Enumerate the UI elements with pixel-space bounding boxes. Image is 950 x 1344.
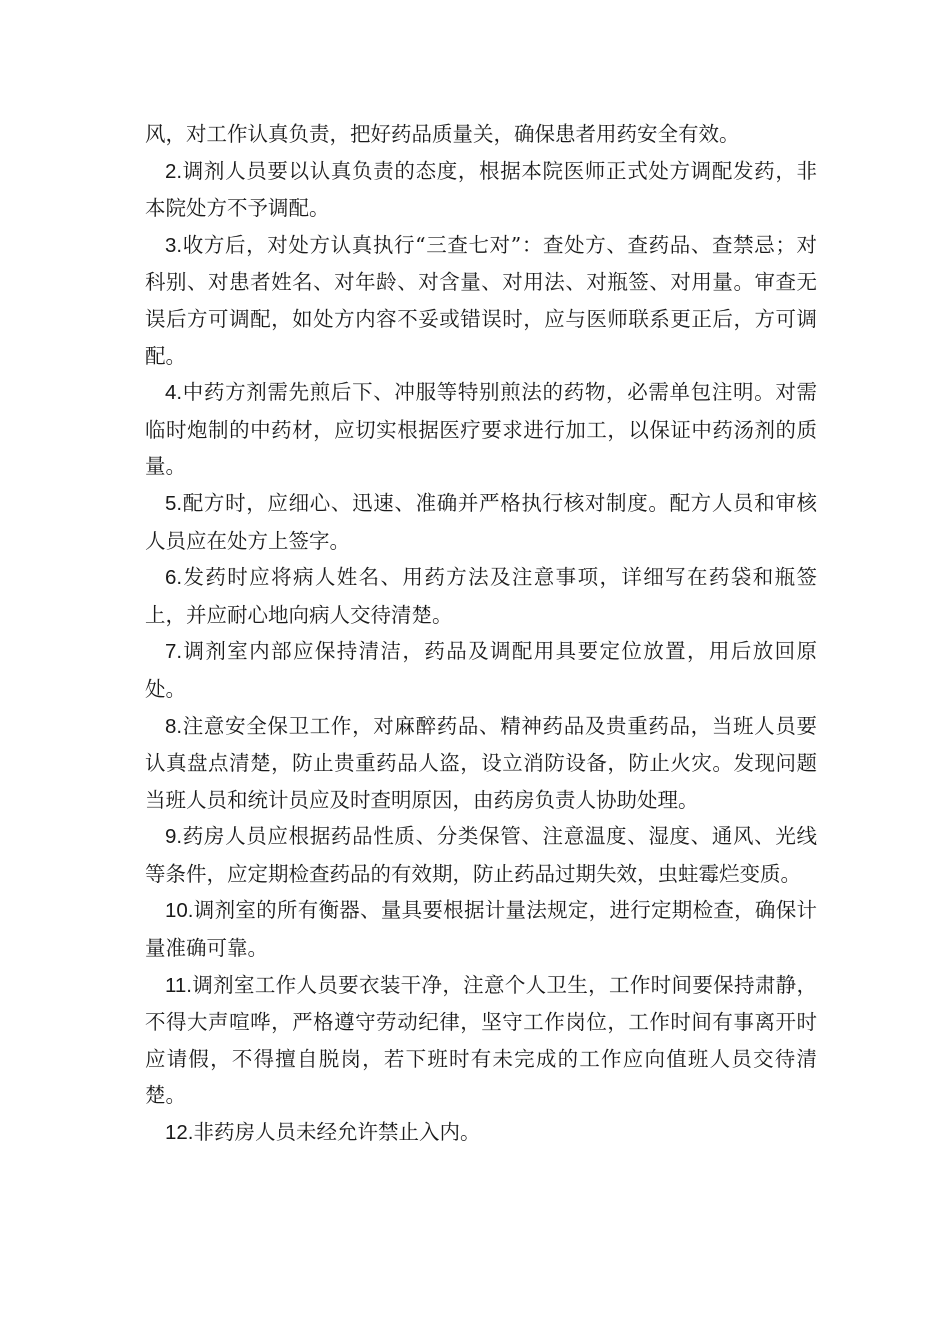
paragraph-number: 4. xyxy=(165,381,183,405)
paragraph-number: 10. xyxy=(165,899,194,923)
paragraph-text: 风，对工作认真负责，把好药品质量关，确保患者用药安全有效。 xyxy=(145,122,740,146)
paragraph-item-10 xyxy=(145,892,817,966)
paragraph-number: 2. xyxy=(165,159,183,183)
paragraph-text: 配方时，应细心、迅速、准确并严格执行核对制度。配方人员和审核人员应在处方上签字。 xyxy=(145,490,817,553)
paragraph-number: 12. xyxy=(165,1121,194,1145)
paragraph-text: 收方后，对处方认真执行“三查七对”：查处方、查药品、查禁忌；对科别、对患者姓名、对年龄、对含量、对用法、对瓶签、对用量。审查无误后方可调配，如处方内容不妥或错误时，应与医师联系更正后，方可调配。 xyxy=(145,232,817,368)
paragraph-number: 8. xyxy=(165,714,183,738)
paragraph-continuation xyxy=(145,116,817,153)
paragraph-item-6 xyxy=(145,559,817,633)
paragraph-number: 3. xyxy=(165,233,183,257)
paragraph-text: 调剂室内部应保持清洁，药品及调配用具要定位放置，用后放回原处。 xyxy=(145,639,817,701)
document-body xyxy=(145,116,817,1152)
paragraph-item-5 xyxy=(145,485,817,559)
paragraph-text: 发药时应将病人姓名、用药方法及注意事项，详细写在药袋和瓶签上，并应耐心地向病人交待清楚。 xyxy=(145,565,817,627)
paragraph-item-2 xyxy=(145,153,817,227)
paragraph-number: 7. xyxy=(165,640,183,664)
paragraph-item-9 xyxy=(145,818,817,892)
paragraph-item-3 xyxy=(145,227,817,374)
paragraph-text: 注意安全保卫工作，对麻醉药品、精神药品及贵重药品，当班人员要认真盘点清楚，防止贵重药品人盗，设立消防设备，防止火灾。发现问题当班人员和统计员应及时查明原因，由药房负责人协助处理。 xyxy=(145,713,817,812)
paragraph-text: 调剂室的所有衡器、量具要根据计量法规定，进行定期检查，确保计量准确可靠。 xyxy=(145,898,817,961)
paragraph-text: 调剂室工作人员要衣装干净，注意个人卫生，工作时间要保持肃静，不得大声喧哗，严格遵守劳动纪律，坚守工作岗位，工作时间有事离开时应请假，不得擅自脱岗，若下班时有未完成的工作应向值班人员交待清楚。 xyxy=(145,972,817,1108)
paragraph-text: 药房人员应根据药品性质、分类保管、注意温度、湿度、通风、光线等条件，应定期检查药品的有效期，防止药品过期失效，虫蛀霉烂变质。 xyxy=(145,824,817,886)
paragraph-number: 11. xyxy=(165,973,192,997)
paragraph-number: 9. xyxy=(165,825,183,849)
paragraph-item-8 xyxy=(145,708,817,819)
paragraph-text: 非药房人员未经允许禁止入内。 xyxy=(193,1120,481,1145)
paragraph-number: 6. xyxy=(165,566,183,590)
paragraph-item-4 xyxy=(145,374,817,485)
paragraph-item-11 xyxy=(145,967,817,1114)
paragraph-item-7 xyxy=(145,633,817,707)
paragraph-text: 调剂人员要以认真负责的态度，根据本院医师正式处方调配发药，非本院处方不予调配。 xyxy=(145,158,817,221)
paragraph-text: 中药方剂需先煎后下、冲服等特别煎法的药物，必需单包注明。对需临时炮制的中药材，应切实根据医疗要求进行加工，以保证中药汤剂的质量。 xyxy=(145,380,817,479)
paragraph-number: 5. xyxy=(165,491,183,515)
paragraph-item-12 xyxy=(145,1114,817,1152)
